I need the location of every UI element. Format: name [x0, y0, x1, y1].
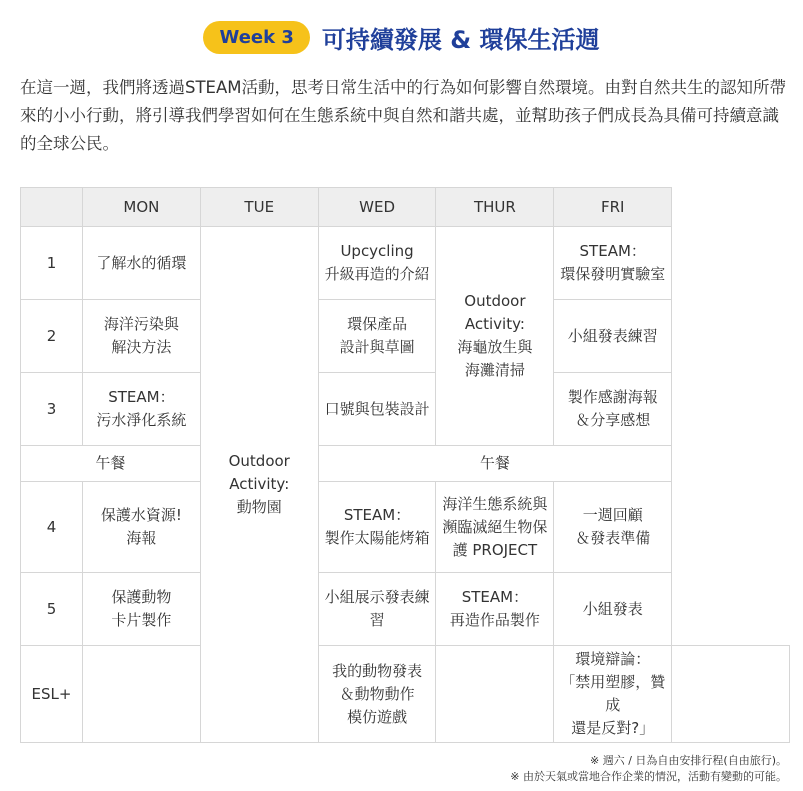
cell-thur-5: STEAM： 再造作品製作: [436, 573, 554, 646]
period-label-esl: ESL+: [21, 646, 83, 743]
cell-wed-4: STEAM： 製作太陽能烤箱: [318, 482, 436, 573]
table-row-esl: [21, 646, 790, 743]
week-badge: Week 3: [203, 21, 309, 54]
cell-thur-outdoor: Outdoor Activity: 海龜放生與 海灘清掃: [436, 227, 554, 446]
period-label: 4: [21, 482, 83, 573]
cell-fri-1: STEAM： 環保發明實驗室: [554, 227, 672, 300]
cell-fri-esl: [672, 646, 790, 743]
table-row: [21, 482, 790, 573]
cell-wed-esl: [436, 646, 554, 743]
cell-mon-5: 保護動物 卡片製作: [83, 573, 201, 646]
footnotes: [510, 753, 787, 785]
cell-mon-2: 海洋污染與 解決方法: [83, 300, 201, 373]
cell-wed-2: 環保產品 設計與草圖: [318, 300, 436, 373]
cell-wed-1: Upcycling 升級再造的介紹: [318, 227, 436, 300]
period-label: 2: [21, 300, 83, 373]
cell-tue-esl: 我的動物發表 ＆動物動作 模仿遊戲: [318, 646, 436, 743]
day-header-wed: WED: [318, 188, 436, 227]
table-row: [21, 300, 790, 373]
cell-fri-2: 小組發表練習: [554, 300, 672, 373]
cell-thur-4: 海洋生態系統與 瀕臨滅絕生物保 護 PROJECT: [436, 482, 554, 573]
lunch-cell-mon: 午餐: [21, 446, 201, 482]
table-row: [21, 573, 790, 646]
cell-mon-esl: [83, 646, 201, 743]
table-header-row: [21, 188, 790, 227]
footnote: ※ 由於天氣或當地合作企業的情況，活動有變動的可能。: [510, 770, 787, 783]
cell-mon-1: 了解水的循環: [83, 227, 201, 300]
cell-fri-3: 製作感謝海報 ＆分享感想: [554, 373, 672, 446]
day-header-fri: FRI: [554, 188, 672, 227]
cell-tue-outdoor: Outdoor Activity: 動物園: [200, 227, 318, 743]
day-header-mon: MON: [83, 188, 201, 227]
corner-cell: [21, 188, 83, 227]
cell-fri-4: 一週回顧 ＆發表準備: [554, 482, 672, 573]
period-label: 3: [21, 373, 83, 446]
lunch-cell-wed-fri: 午餐: [318, 446, 671, 482]
period-label: 5: [21, 573, 83, 646]
period-label: 1: [21, 227, 83, 300]
day-header-tue: TUE: [200, 188, 318, 227]
cell-wed-5: 小組展示發表練 習: [318, 573, 436, 646]
weekly-schedule-table: [20, 187, 790, 743]
cell-mon-3: STEAM： 污水淨化系統: [83, 373, 201, 446]
lunch-row: [21, 446, 790, 482]
table-row: [21, 373, 790, 446]
page-title: 可持續發展 & 環保生活週: [321, 26, 600, 54]
header: [0, 20, 803, 55]
cell-fri-5: 小組發表: [554, 573, 672, 646]
table-row: [21, 227, 790, 300]
day-header-thur: THUR: [436, 188, 554, 227]
cell-thur-esl: 環境辯論： 「禁用塑膠，贊成 還是反對?」: [554, 646, 672, 743]
cell-mon-4: 保護水資源! 海報: [83, 482, 201, 573]
footnote: ※ 週六 / 日為自由安排行程(自由旅行)。: [590, 754, 787, 767]
cell-wed-3: 口號與包裝設計: [318, 373, 436, 446]
intro-paragraph: 在這一週，我們將透過STEAM活動，思考日常生活中的行為如何影響自然環境。由對自然共生的認知所帶來的小小行動，將引導我們學習如何在生態系統中與自然和諧共處，並幫助孩子們成長為具備可持續意識的全球公民。: [20, 78, 787, 153]
